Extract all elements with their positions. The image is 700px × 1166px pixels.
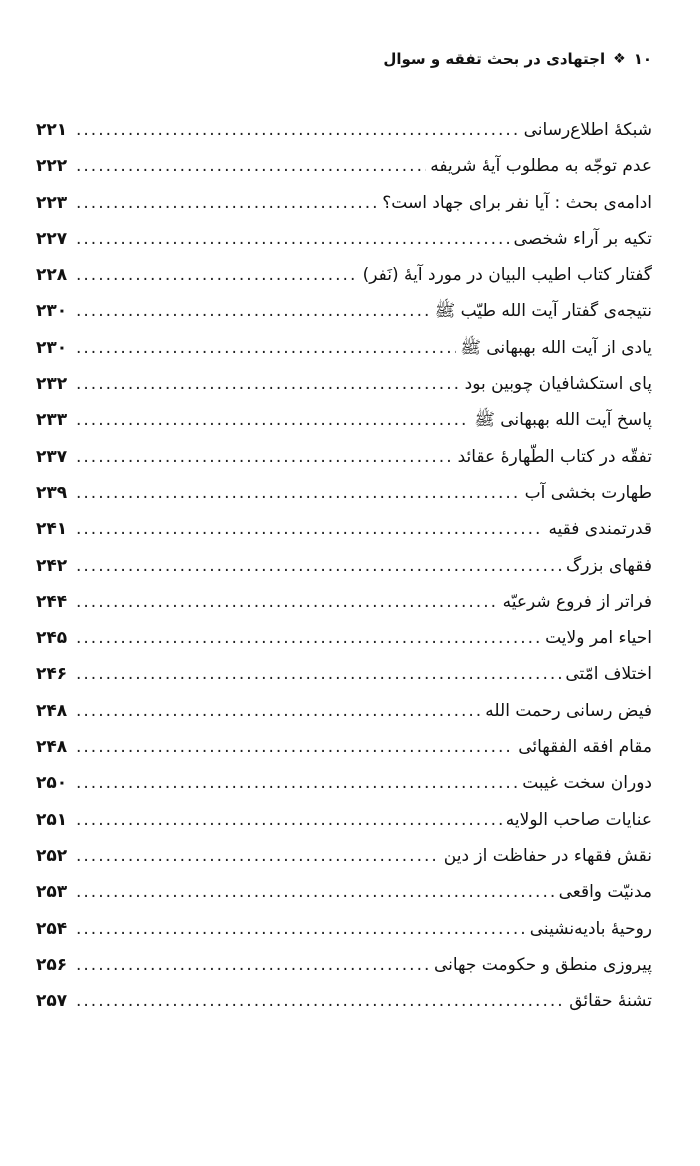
toc-entry-title: قدرتمندی فقیه [548,519,652,540]
dot-leader [76,765,518,801]
table-of-contents [36,112,652,1019]
toc-entry-page: ۲۲۱ [36,120,68,140]
toc-entry [36,511,652,547]
dot-leader [76,584,499,620]
ornament-icon: ❖ [613,51,626,67]
toc-entry-page: ۲۳۲ [36,374,68,395]
toc-entry-title: نقش فقهاء در حفاظت از دین [443,845,652,866]
toc-entry-page: ۲۳۰ [36,301,68,322]
toc-entry-title: شبکهٔ اطلاع‌رسانی [523,120,652,140]
dot-leader [76,729,514,765]
toc-entry-page: ۲۴۵ [36,628,68,649]
toc-entry [36,656,652,692]
toc-entry-title: مقام افقه الفقهائی [518,737,652,758]
toc-entry [36,257,652,293]
page-number: ۱۰ [633,50,652,68]
toc-entry [36,911,652,947]
toc-entry [36,765,652,801]
toc-entry [36,221,652,257]
toc-entry-page: ۲۵۳ [36,882,68,903]
toc-entry-title: ادامه‌ی بحث : آیا نفر برای جهاد است؟ [382,192,652,213]
toc-entry [36,366,652,402]
toc-entry-page: ۲۵۰ [36,773,68,794]
toc-entry-title: اختلاف امّتی [565,664,652,685]
dot-leader [76,874,555,910]
toc-entry-title: فیض رسانی رحمت الله [485,700,652,721]
dot-leader [76,911,526,947]
dot-leader [76,221,510,257]
toc-entry [36,584,652,620]
toc-entry [36,983,652,1019]
toc-entry [36,293,652,329]
toc-entry-title: یادی از آیت الله بهبهانی ﷺ [460,337,652,358]
toc-entry-page: ۲۴۲ [36,555,68,576]
toc-entry [36,112,652,148]
toc-entry-page: ۲۲۸ [36,265,68,286]
toc-entry-page: ۲۳۰ [36,337,68,358]
toc-entry [36,620,652,656]
toc-entry [36,475,652,511]
toc-entry-title: روحیهٔ بادیه‌نشینی [529,918,652,939]
dot-leader [76,185,378,221]
toc-entry-page: ۲۲۳ [36,192,68,213]
toc-entry-title: احیاء امر ولایت [545,628,652,649]
toc-entry-title: پای استکشافیان چوبین بود [464,374,652,395]
toc-entry [36,548,652,584]
dot-leader [76,330,456,366]
toc-entry-page: ۲۴۸ [36,737,68,758]
toc-entry [36,185,652,221]
toc-entry-title: تشنهٔ حقائق [569,991,652,1012]
dot-leader [76,112,520,148]
dot-leader [76,802,502,838]
dot-leader [76,366,461,402]
toc-entry-title: پیروزی منطق و حکومت جهانی [433,954,652,975]
toc-entry-page: ۲۴۱ [36,519,68,540]
toc-entry-page: ۲۳۷ [36,446,68,467]
toc-entry-page: ۲۳۹ [36,482,68,503]
toc-entry-title: عنایات صاحب الولایه [505,809,652,830]
toc-entry-title: طهارت بخشی آب [524,482,652,503]
toc-entry-title: عدم توجّه به مطلوب آیهٔ شریفه [430,156,652,177]
toc-entry-page: ۲۳۳ [36,410,68,431]
toc-entry-page: ۲۴۴ [36,591,68,612]
toc-entry [36,330,652,366]
toc-entry-page: ۲۲۲ [36,156,68,177]
toc-entry-page: ۲۵۷ [36,991,68,1012]
toc-entry-page: ۲۵۶ [36,954,68,975]
toc-entry-title: دوران سخت غیبت [522,773,652,794]
dot-leader [76,947,430,983]
toc-entry [36,693,652,729]
toc-entry-title: پاسخ آیت الله بهبهانی ﷺ [474,410,652,431]
toc-entry-page: ۲۵۱ [36,809,68,830]
toc-entry [36,439,652,475]
toc-entry [36,402,652,438]
dot-leader [76,548,562,584]
dot-leader [76,475,521,511]
toc-entry-title: مدنیّت واقعی [558,882,652,903]
toc-entry-page: ۲۵۲ [36,845,68,866]
dot-leader [76,293,431,329]
toc-entry-title: تفقّه در کتاب الطّهارهٔ عقائد [457,446,652,467]
toc-entry [36,874,652,910]
toc-entry [36,148,652,184]
toc-entry-title: فقهای بزرگ [566,555,652,576]
toc-entry-title: گفتار کتاب اطیب البیان در مورد آیهٔ (نَفر) [362,265,652,286]
dot-leader [76,148,426,184]
toc-entry-page: ۲۴۶ [36,664,68,685]
dot-leader [76,838,440,874]
toc-entry [36,947,652,983]
toc-entry-page: ۲۵۴ [36,918,68,939]
toc-entry-page: ۲۲۷ [36,228,68,249]
toc-entry [36,838,652,874]
dot-leader [76,693,481,729]
toc-entry-title: فراتر از فروع شرعیّه [502,591,652,612]
toc-entry-page: ۲۴۸ [36,700,68,721]
toc-entry-title: نتیجه‌ی گفتار آیت الله طیّب ﷺ [434,301,652,322]
dot-leader [76,656,561,692]
dot-leader [76,439,454,475]
toc-entry [36,729,652,765]
dot-leader [76,402,470,438]
dot-leader [76,511,544,547]
toc-entry [36,802,652,838]
running-header [383,50,652,68]
dot-leader [76,257,359,293]
dot-leader [76,620,541,656]
toc-entry-title: تکیه بر آراء شخصی [513,228,652,249]
book-title: اجتهادی در بحث تفقه و سوال [383,50,606,68]
dot-leader [76,983,565,1019]
